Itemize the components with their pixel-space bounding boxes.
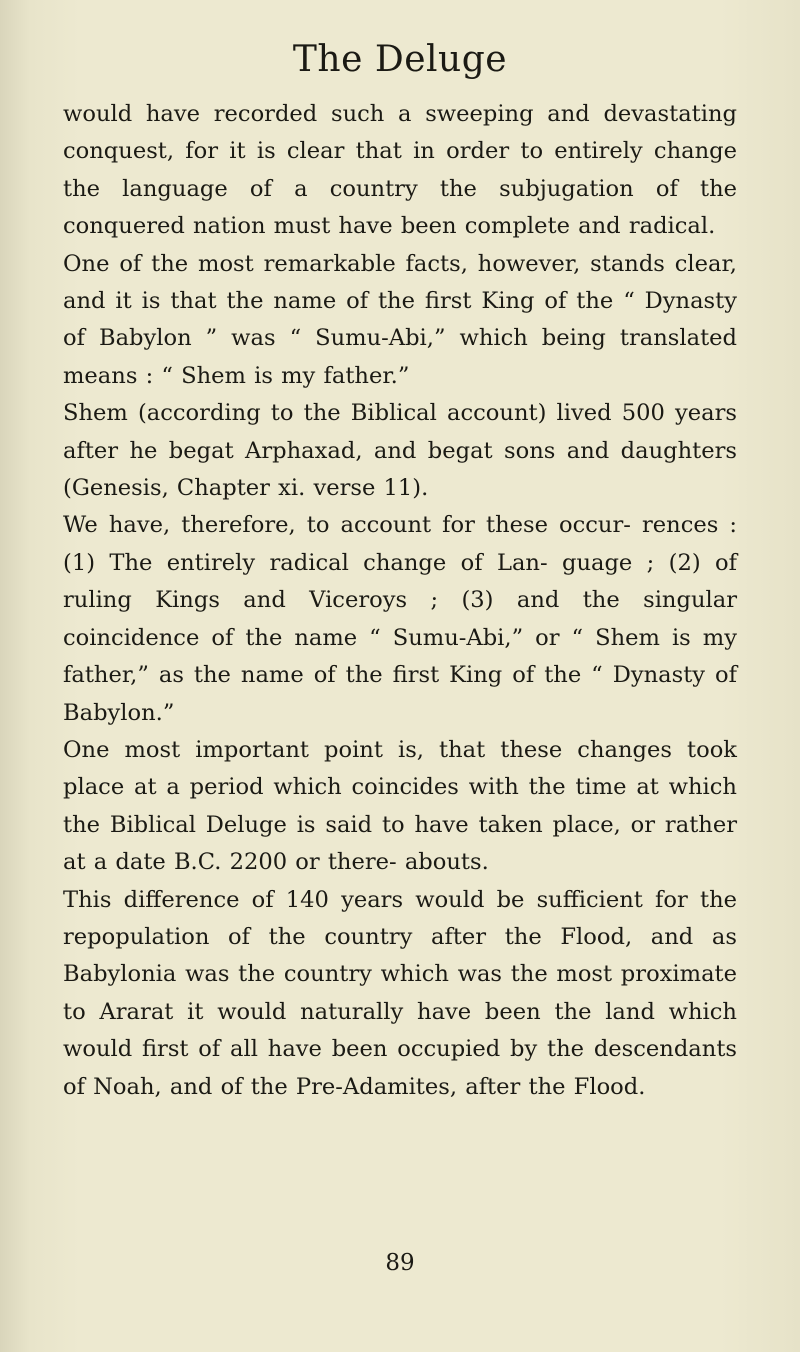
paragraph-3: Shem (according to the Biblical account) lived 500 years after he begat Arphaxad, and begat sons and daughters (Genesis, Chapter xi. verse 11). [63, 400, 737, 502]
paragraph-4: We have, therefore, to account for these occur- rences : (1) The entirely radical change of Lan- guage ; (2) of ruling Kings and Viceroys ; (3) and the singular coincidence of the name “ Sumu-Abi,” or “ Shem is my father,” as the name of the first King of the “ Dynasty of Babylon.” [63, 512, 737, 726]
paragraph-2: One of the most remarkable facts, however, stands clear, and it is that the name of the first King of the “ Dynasty of Babylon ” was “ Sumu-Abi,” which being translated means : “ Shem is my father.” [63, 250, 737, 389]
paragraph-1: would have recorded such a sweeping and devastating conquest, for it is clear that in order to entirely change the language of a country the subjugation of the conquered nation must have been complete and radical. [63, 101, 737, 240]
paragraph-6: This difference of 140 years would be sufficient for the repopulation of the country after the Flood, and as Babylonia was the country which was the most proximate to Ararat it would naturally have been the land which would first of all have been occupied by the descendants of Noah, and of the Pre-Adamites, after the Flood. [63, 886, 737, 1100]
paragraph-5: One most important point is, that these changes took place at a period which coincides with the time at which the Biblical Deluge is said to have taken place, or rather at a date B.C. 2200 or there- abouts. [63, 736, 737, 876]
body-text [63, 96, 737, 1106]
running-head: The Deluge [292, 39, 508, 80]
page-number: 89 [385, 1250, 415, 1276]
